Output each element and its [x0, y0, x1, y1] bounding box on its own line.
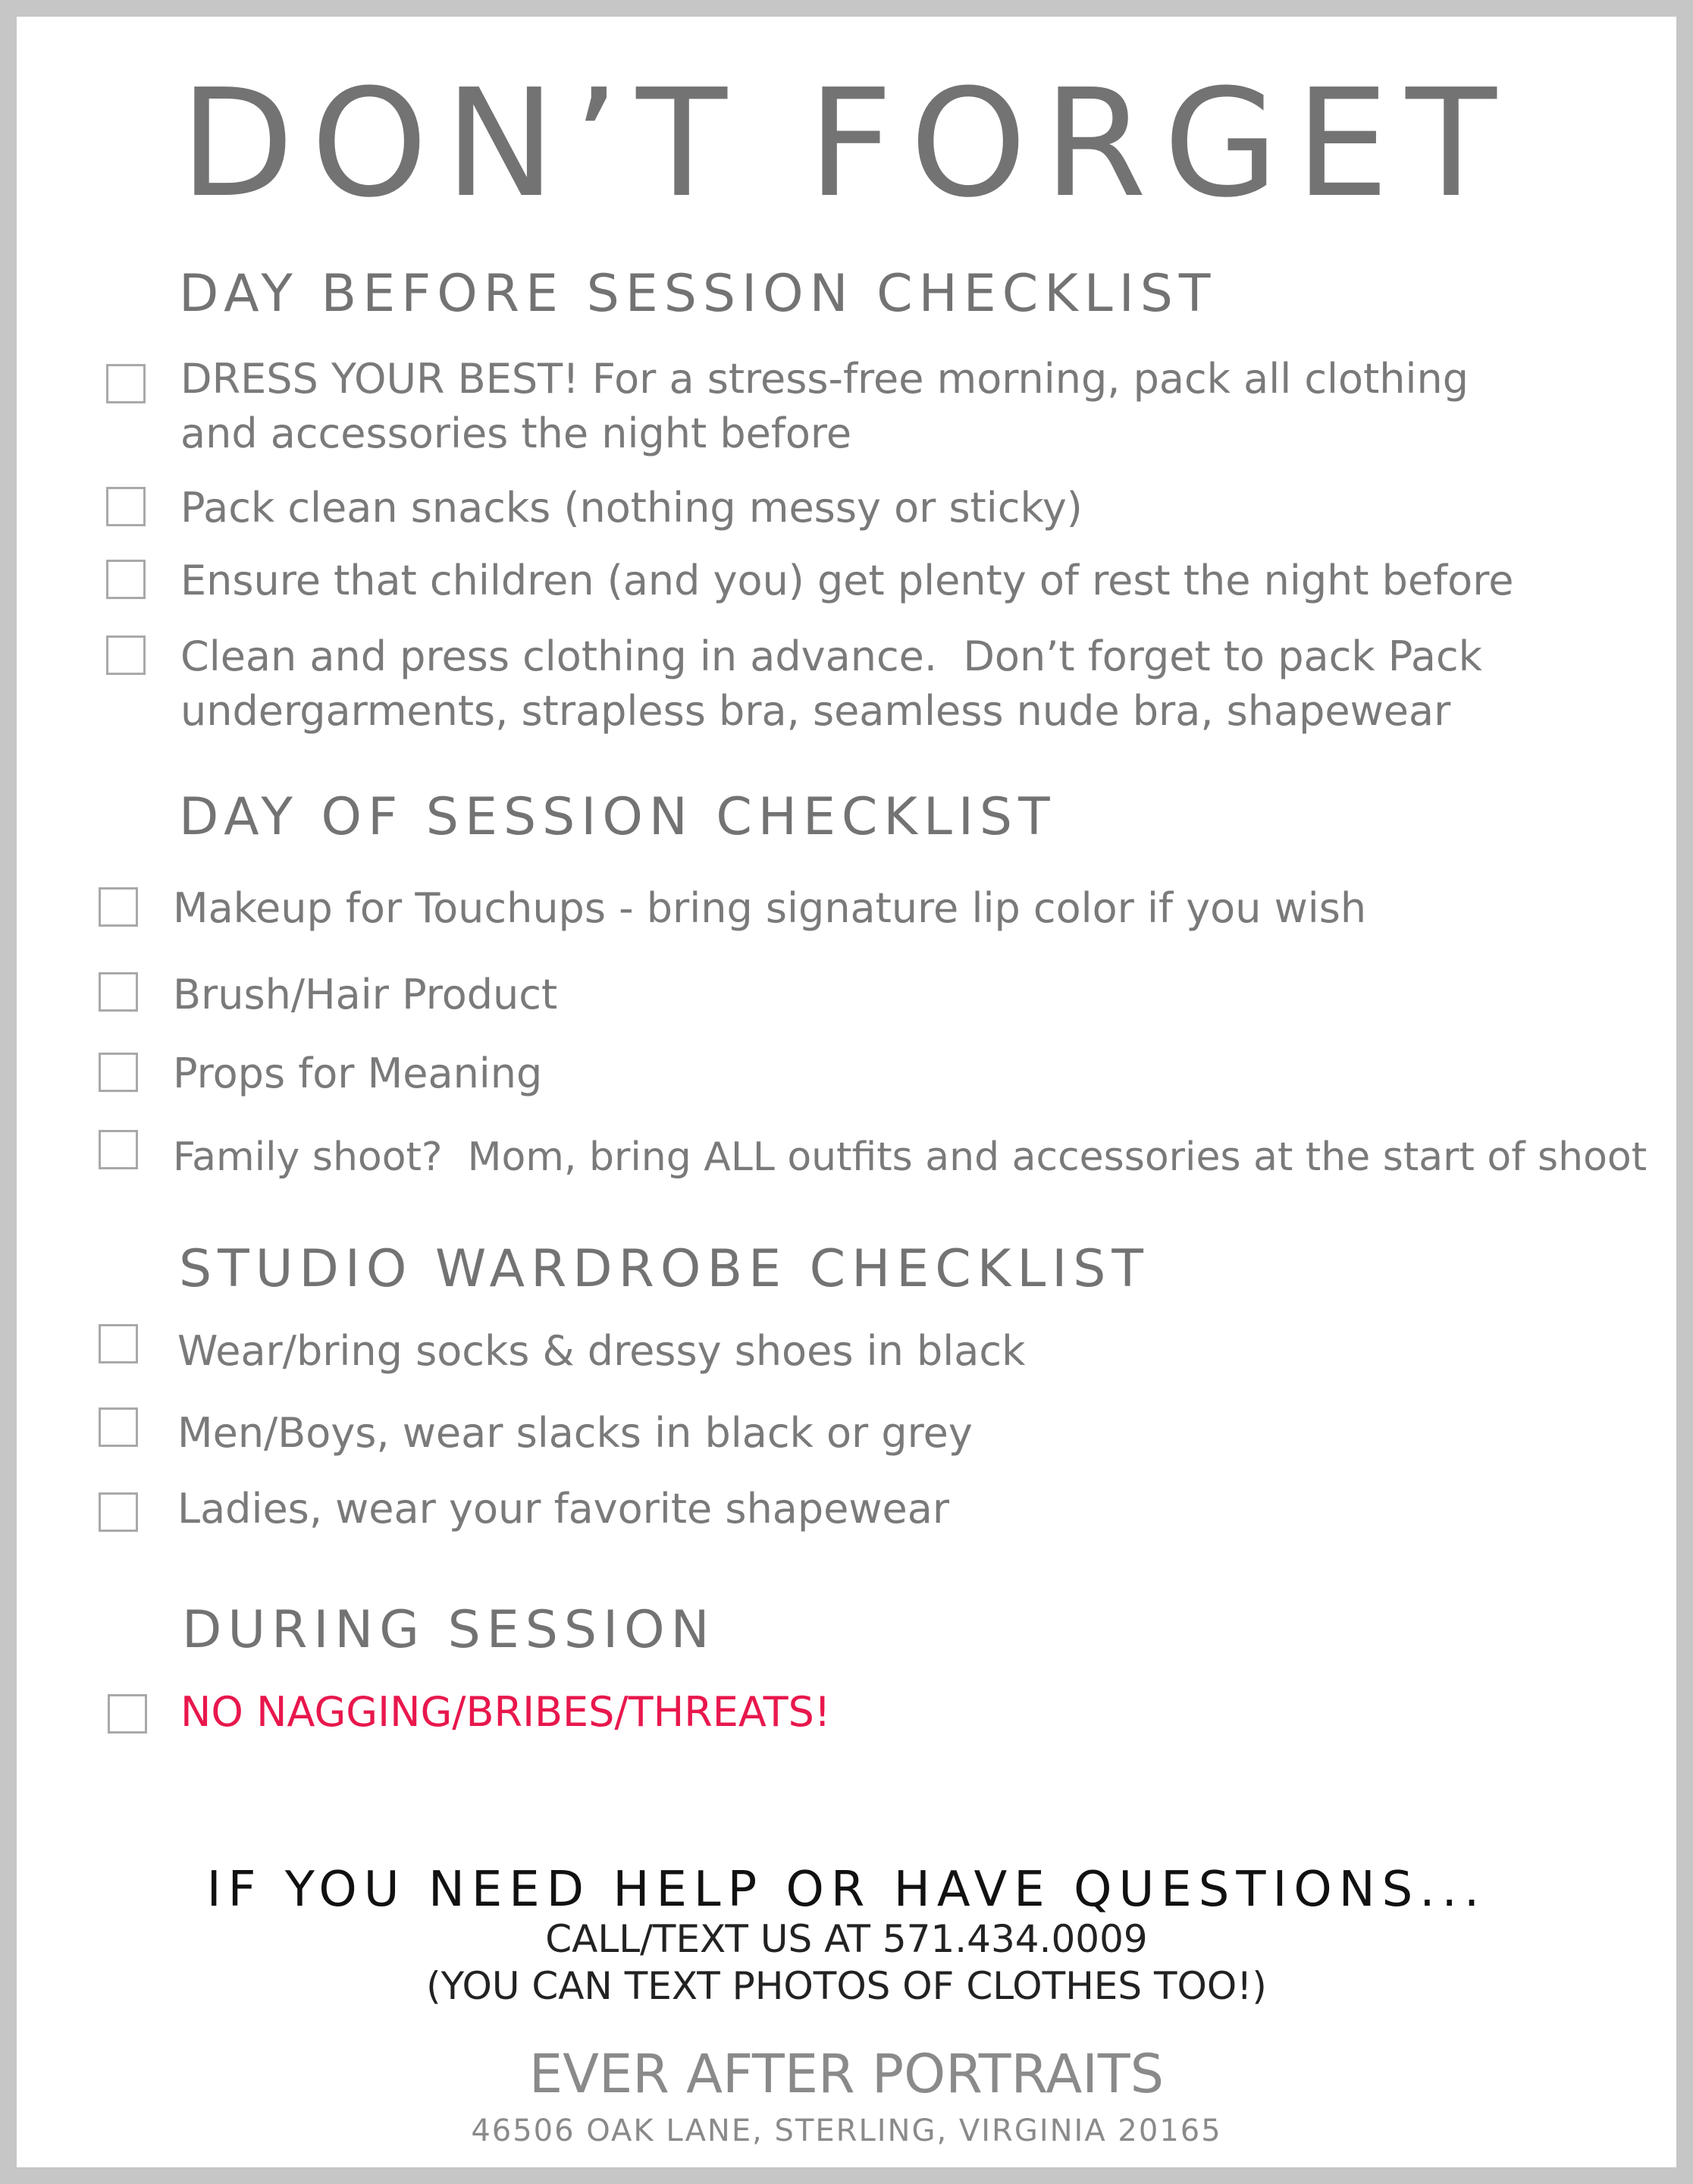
section-heading-day-before: DAY BEFORE SESSION CHECKLIST: [179, 264, 1217, 324]
contact-note-line: (YOU CAN TEXT PHOTOS OF CLOTHES TOO!): [426, 1964, 1267, 2008]
business-address: 46506 OAK LANE, STERLING, VIRGINIA 20165: [471, 2113, 1222, 2148]
item-label: Family shoot? Mom, bring ALL outfits and accessories at the start of shoot: [173, 1134, 1648, 1180]
contact-phone-line: CALL/TEXT US AT 571.434.0009: [545, 1917, 1148, 1961]
checkbox[interactable]: [99, 1130, 138, 1169]
help-heading: IF YOU NEED HELP OR HAVE QUESTIONS...: [206, 1862, 1487, 1918]
checkbox[interactable]: [99, 887, 138, 927]
section-heading-studio-wardrobe: STUDIO WARDROBE CHECKLIST: [179, 1239, 1149, 1299]
section-heading-day-of: DAY OF SESSION CHECKLIST: [179, 787, 1056, 847]
item-label-alert: NO NAGGING/BRIBES/THREATS!: [180, 1688, 831, 1736]
checkbox[interactable]: [99, 1053, 138, 1092]
business-name: EVER AFTER PORTRAITS: [528, 2043, 1165, 2105]
checkbox[interactable]: [106, 364, 146, 403]
checkbox[interactable]: [106, 560, 146, 599]
item-label: Men/Boys, wear slacks in black or grey: [177, 1409, 973, 1457]
checkbox[interactable]: [106, 635, 146, 675]
item-label: Makeup for Touchups - bring signature lip color if you wish: [173, 884, 1367, 932]
item-label: DRESS YOUR BEST! For a stress-free morning, pack all clothing and accessories the night before: [180, 355, 1469, 457]
checkbox[interactable]: [99, 1324, 138, 1363]
item-label: Pack clean snacks (nothing messy or sticky): [180, 484, 1083, 532]
section-heading-during-session: DURING SESSION: [182, 1600, 716, 1660]
item-label: Clean and press clothing in advance. Don’t forget to pack Pack undergarments, strapless bra, seamless nude bra, shapewear: [180, 632, 1482, 735]
checkbox[interactable]: [99, 1407, 138, 1447]
checkbox[interactable]: [108, 1694, 147, 1734]
item-label: Brush/Hair Product: [173, 971, 558, 1018]
item-label: Props for Meaning: [173, 1050, 543, 1097]
page-title: DON’T FORGET: [180, 58, 1513, 231]
checkbox[interactable]: [106, 487, 146, 526]
checkbox[interactable]: [99, 972, 138, 1012]
item-label: Ensure that children (and you) get plenty of rest the night before: [180, 557, 1514, 604]
checkbox[interactable]: [99, 1492, 138, 1532]
item-label: Ladies, wear your favorite shapewear: [177, 1485, 950, 1533]
item-label: Wear/bring socks & dressy shoes in black: [177, 1327, 1026, 1375]
